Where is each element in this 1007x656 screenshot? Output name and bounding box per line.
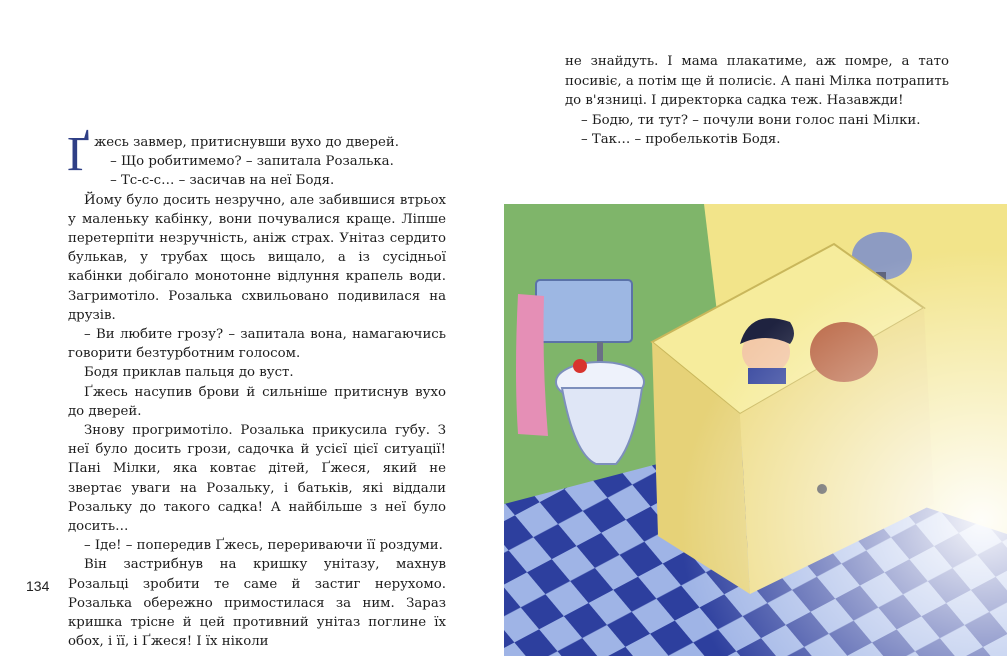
paragraph: – Тс-с-с… – засичав на неї Бодя. xyxy=(110,173,335,189)
bathroom-illustration xyxy=(504,204,1007,656)
drop-cap: Ґ xyxy=(67,126,90,181)
paragraph: – Бодю, ти тут? – почули вони голос пані Мілки. xyxy=(581,112,921,128)
paragraph: Знову прогримотіло. Розалька прикусила губу. З неї було досить грози, садочка й усієї цієї ситуації! Пані Мілки, яка ковтає дітей, Ґжеся, який не звертає уваги на Розальку, і батьків, які віддали Розальку до такого садка! А найбільше з неї було досить… xyxy=(68,423,446,535)
right-text-block xyxy=(565,52,949,150)
paragraph: – Іде! – попередив Ґжесь, перериваючи її роздуми. xyxy=(84,538,443,554)
page-number: 134 xyxy=(26,578,50,594)
paragraph: не знайдуть. І мама плакатиме, аж помре, а тато посивіє, а потім ще й полисіє. А пані Мілка потрапить до в'язниці. І директорка садка теж. Назавжди! xyxy=(565,54,949,109)
right-page xyxy=(504,0,1007,656)
paragraph: Ґжесь насупив брови й сильніше притиснув вухо до дверей. xyxy=(68,384,446,419)
left-text-block xyxy=(67,126,446,651)
paragraph: – Так… – пробелькотів Бодя. xyxy=(581,132,781,148)
paragraph: Бодя приклав пальця до вуст. xyxy=(84,365,294,381)
paragraph: Йому було досить незручно, але забившися втрьох у маленьку кабінку, вони почувалися краще. Ліпше перетерпіти незручність, аніж страх. Унітаз сердито булькав, у трубах щось вищало, а із сусідньої кабінки добігало монотонне відлуння крапель води. Загримотіло. Розалька схвильовано подивилася на друзів. xyxy=(68,192,446,323)
paragraph: – Ви любите грозу? – запитала вона, намагаючись говорити безтурботним голосом. xyxy=(68,327,446,362)
paragraph: – Що робитимемо? – запитала Розалька. xyxy=(110,154,394,170)
paragraph: Він застрибнув на кришку унітазу, махнув Розальці зробити те саме й застиг нерухомо. Розалька обережно примостилася за ним. Зараз кришка трісне й цей противний унітаз поглине їх обох, і її, і Ґжеся! І їх ніколи xyxy=(68,557,446,650)
paragraph-text: жесь завмер, притиснувши вухо до дверей. xyxy=(94,135,399,150)
